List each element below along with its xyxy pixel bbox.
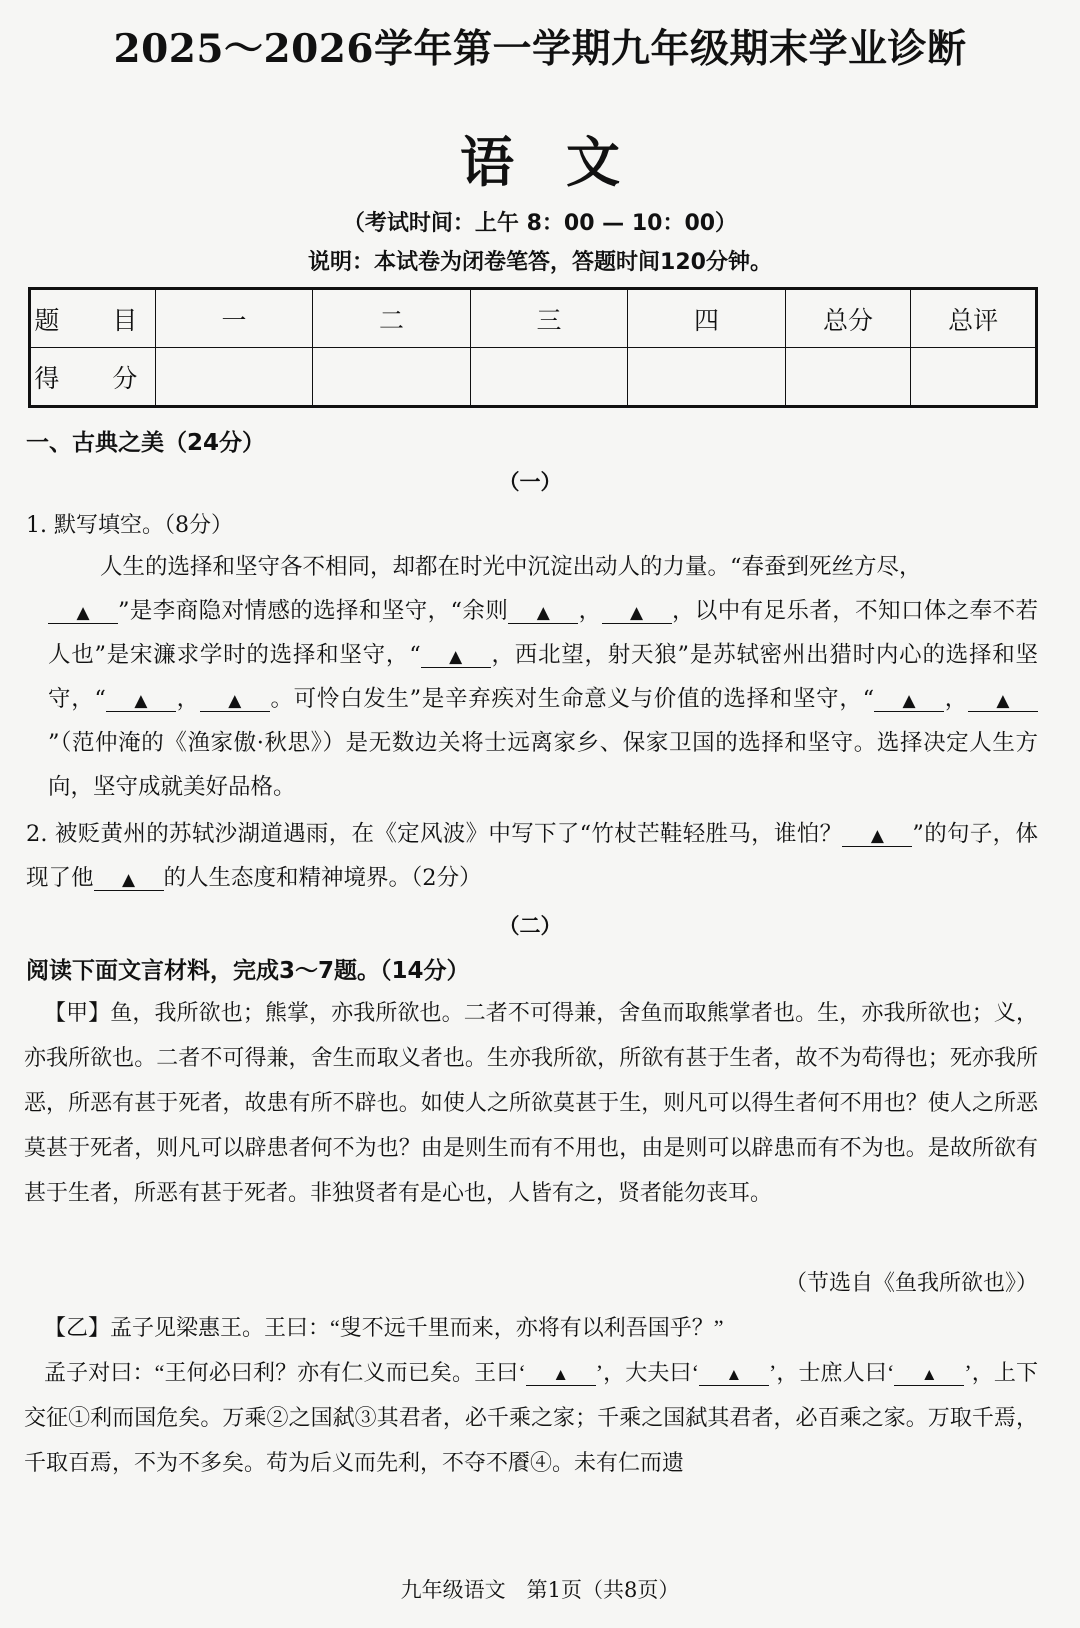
- q1-text-seg: ，: [944, 686, 968, 712]
- q1-text-seg: ，: [175, 686, 200, 712]
- page-footer: 九年级语文 第1页（共8页）: [400, 1578, 680, 1602]
- answer-blank[interactable]: ▲: [106, 691, 176, 712]
- answer-blank[interactable]: ▲: [874, 691, 944, 712]
- passage-yi-seg: ’，上下交征①利而国危矣。万乘②之国弑③其君者，必千乘之家；千乘之国弑其君者，必百乘之家。万取千焉，千取百焉，不为不多矣。苟为后义而先利，不夺不餍④。未有仁而遗: [24, 1360, 1039, 1475]
- score-table-cell: 题 目: [30, 289, 156, 348]
- subject-title: 语文: [460, 130, 672, 194]
- q1-text-seg: 。可怜白发生”是辛弃疾对生命意义与价值的选择和坚守，“: [269, 686, 875, 712]
- exam-time: （考试时间：上午 8：00 — 10：00）: [342, 211, 738, 236]
- passage-yi-line1: 【乙】孟子见梁惠王。王曰：“叟不远千里而来，亦将有以利吾国乎？”: [44, 1315, 724, 1340]
- answer-blank[interactable]: ▲: [894, 1365, 964, 1386]
- answer-blank[interactable]: ▲: [200, 691, 270, 712]
- q1-text-seg: ”（范仲淹的《渔家傲·秋思》）是无数边关将士远离家乡、保家卫国的选择和坚守。选择决定人生方向，坚守成就美好品格。: [48, 730, 1038, 800]
- answer-blank[interactable]: ▲: [968, 691, 1038, 712]
- answer-blank[interactable]: ▲: [421, 647, 491, 668]
- score-input-cell[interactable]: [911, 348, 1037, 407]
- q1-text-seg: ，以中有足乐者，不知口体之奉不若人也”是宋濂求学时的选择和坚守，“: [48, 598, 1038, 668]
- score-table-cell: 二: [313, 289, 470, 348]
- answer-blank[interactable]: ▲: [602, 603, 672, 624]
- answer-blank[interactable]: ▲: [48, 603, 118, 624]
- score-input-cell[interactable]: [313, 348, 470, 407]
- passage-yi: [24, 1305, 1038, 1485]
- q2-text-seg: ”的句子，体现了他: [26, 821, 1038, 891]
- part-2-label: （二）: [498, 913, 562, 938]
- answer-blank[interactable]: ▲: [699, 1365, 769, 1386]
- q1-text-seg: ”是李商隐对情感的选择和坚守，“余则: [118, 598, 509, 624]
- q1-text-seg: ，: [578, 598, 602, 624]
- passage-yi-seg: ’，士庶人曰‘: [768, 1360, 895, 1385]
- score-row-label: 得 分: [30, 348, 156, 407]
- answer-blank[interactable]: ▲: [94, 870, 164, 891]
- passage-yi-seg: 孟子对曰：“王何必曰利？亦有仁义而已矣。王曰‘: [44, 1360, 526, 1385]
- score-table-cell: 总评: [911, 289, 1037, 348]
- score-table-cell: 总分: [785, 289, 911, 348]
- score-table-cell: 四: [628, 289, 785, 348]
- q2-text-seg: 2. 被贬黄州的苏轼沙湖道遇雨，在《定风波》中写下了“竹杖芒鞋轻胜马，谁怕？: [26, 821, 843, 847]
- passage-yi-seg: ’，大夫曰‘: [595, 1360, 699, 1385]
- score-table-cell: 一: [155, 289, 312, 348]
- score-table-cell: 三: [470, 289, 627, 348]
- score-table-header-row: [30, 289, 1037, 348]
- answer-blank[interactable]: ▲: [526, 1365, 596, 1386]
- answer-blank[interactable]: ▲: [842, 826, 912, 847]
- score-input-cell[interactable]: [628, 348, 785, 407]
- score-input-cell[interactable]: [785, 348, 911, 407]
- exam-title: 2025～2026学年第一学期九年级期末学业诊断: [113, 26, 967, 72]
- question-1-title: 1. 默写填空。（8分）: [26, 513, 233, 538]
- question-1-text: [48, 545, 1038, 809]
- score-table-score-row: [30, 348, 1037, 407]
- score-input-cell[interactable]: [470, 348, 627, 407]
- question-2-text: [26, 812, 1038, 900]
- section-1-title: 一、古典之美（24分）: [26, 430, 266, 456]
- part-1-label: （一）: [498, 469, 562, 494]
- q1-text-seg: ，西北望，射天狼”是苏轼密州出猎时内心的选择和坚守，“: [48, 642, 1038, 712]
- reading-intro: 阅读下面文言材料，完成3～7题。（14分）: [26, 958, 470, 984]
- score-input-cell[interactable]: [155, 348, 312, 407]
- answer-blank[interactable]: ▲: [508, 603, 578, 624]
- exam-note: 说明：本试卷为闭卷笔答，答题时间120分钟。: [308, 250, 772, 275]
- passage-jia-text: 【甲】鱼，我所欲也；熊掌，亦我所欲也。二者不可得兼，舍鱼而取熊掌者也。生，亦我所欲也；义，亦我所欲也。二者不可得兼，舍生而取义者也。生亦我所欲，所欲有甚于生者，故不为苟得也；死亦我所恶，所恶有甚于死者，故患有所不辟也。如使人之所欲莫甚于生，则凡可以得生者何不用也？使人之所恶莫甚于死者，则凡可以辟患者何不为也？由是则生而有不用也，由是则可以辟患而有不为也。是故所欲有甚于生者，所恶有甚于死者。非独贤者有是心也，人皆有之，贤者能勿丧耳。: [24, 1000, 1038, 1205]
- q2-text-seg: 的人生态度和精神境界。（2分）: [163, 865, 482, 891]
- passage-jia-source: （节选自《鱼我所欲也》）: [784, 1271, 1038, 1296]
- passage-jia: [24, 990, 1038, 1215]
- score-table: [28, 287, 1038, 408]
- q1-text-seg: 人生的选择和坚守各不相同，却都在时光中沉淀出动人的力量。“春蚕到死丝方尽，: [100, 554, 922, 580]
